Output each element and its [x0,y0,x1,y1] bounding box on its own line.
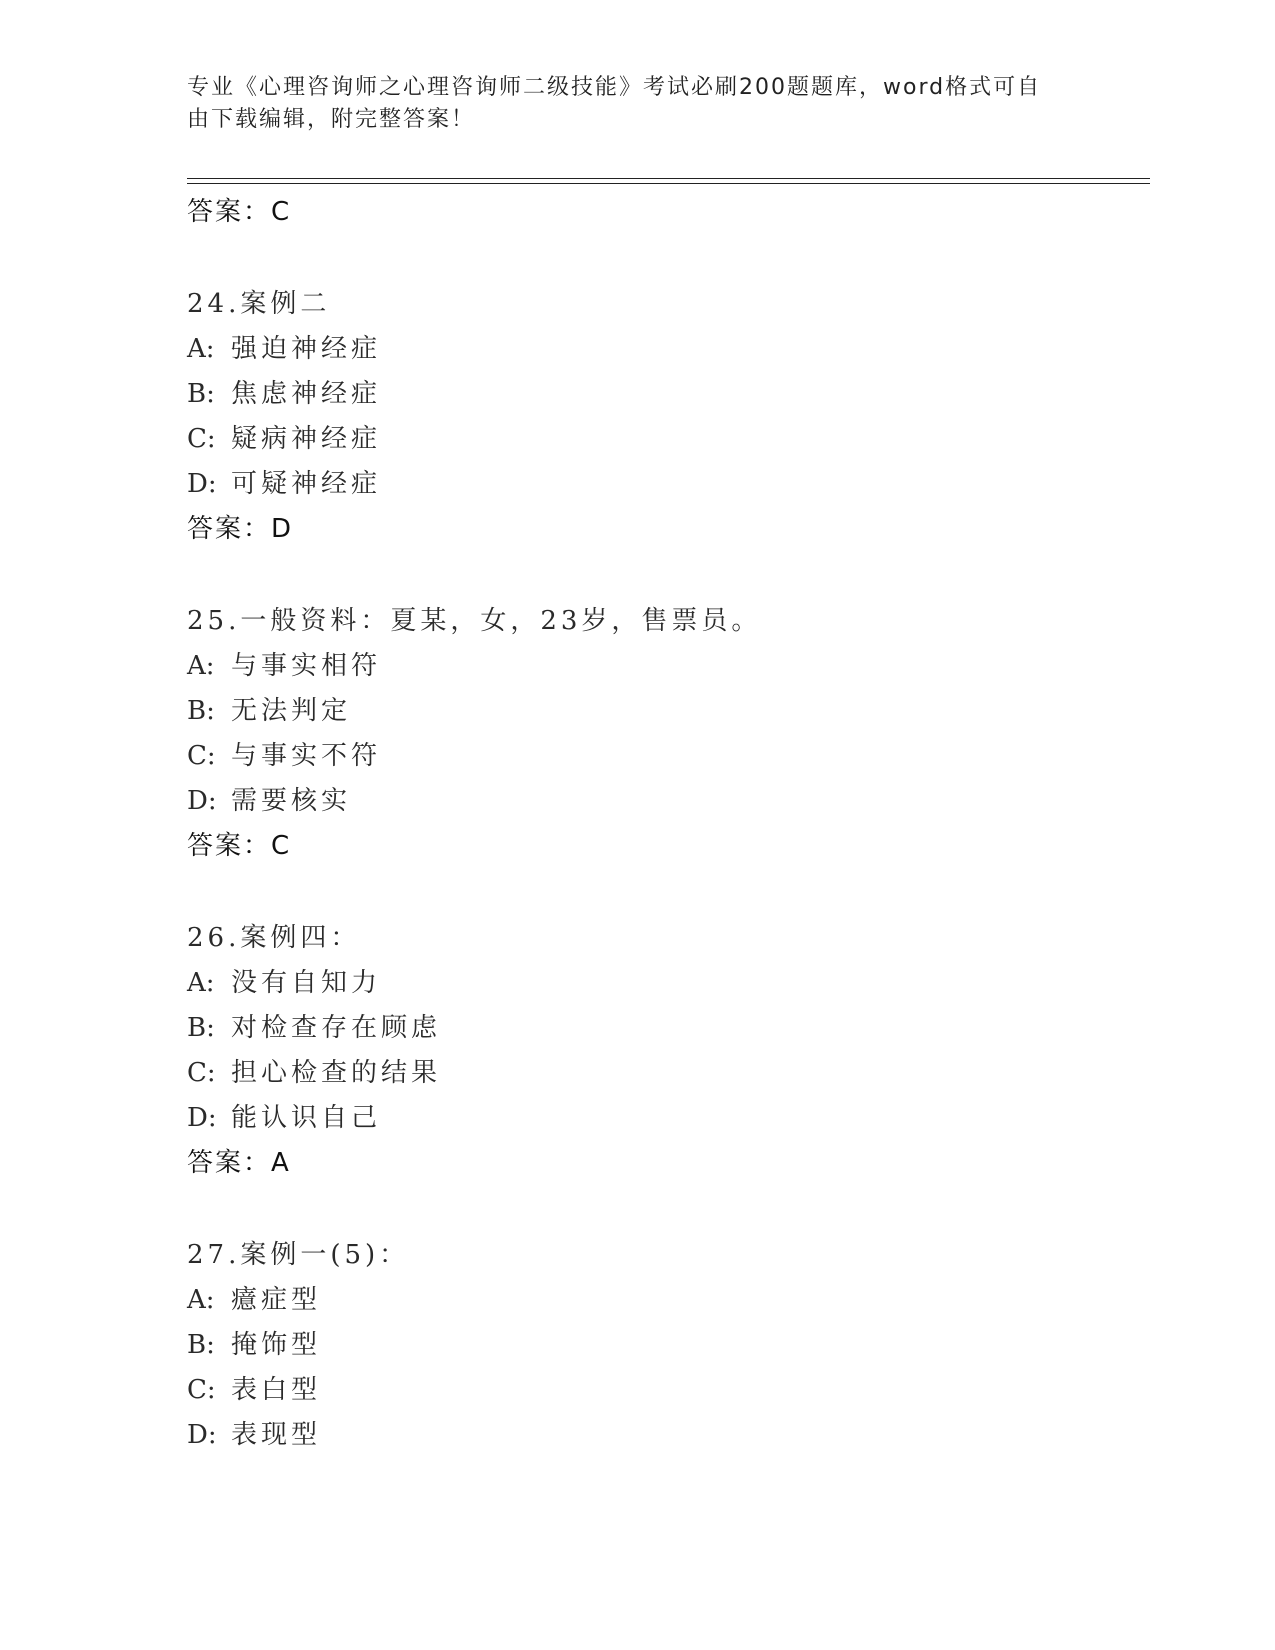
option-d [187,462,1150,507]
question-block [187,916,1150,1186]
option-text: 表现型 [231,1420,322,1450]
option-key: D: [187,786,217,816]
spacer [187,1186,1150,1233]
option-text: 掩饰型 [231,1330,322,1360]
spacer [187,869,1150,916]
option-b [187,1006,1150,1051]
option-text: 与事实相符 [231,651,382,681]
option-text: 没有自知力 [231,968,382,998]
answer-line: 答案：A [187,1148,291,1178]
option-c [187,1368,1150,1413]
header-line-2: 由下载编辑，附完整答案！ [187,107,476,132]
option-text: 癔症型 [231,1285,322,1315]
question-block [187,599,1150,869]
option-key: A: [187,968,215,998]
question-title: 26.案例四： [187,923,361,953]
option-key: A: [187,1285,215,1315]
option-key: A: [187,651,215,681]
option-a [187,327,1150,372]
option-text: 强迫神经症 [231,334,382,364]
question-list [187,190,1150,1458]
answer-line: 答案：C [187,831,292,861]
spacer [187,552,1150,599]
question-title: 24.案例二 [187,289,331,319]
option-key: D: [187,469,217,499]
header-divider-bottom [187,183,1150,184]
option-text: 与事实不符 [231,741,382,771]
question-block [187,282,1150,552]
option-text: 能认识自己 [231,1103,382,1133]
option-b [187,372,1150,417]
option-c [187,734,1150,779]
option-text: 需要核实 [231,786,352,816]
option-key: B: [187,1330,215,1360]
option-b [187,689,1150,734]
question-block [187,1233,1150,1458]
header-line-1: 专业《心理咨询师之心理咨询师二级技能》考试必刷200题题库，word格式可自 [187,75,1042,100]
question-title: 25.一般资料：夏某，女，23岁，售票员。 [187,606,762,636]
spacer [187,235,1150,282]
option-text: 可疑神经症 [231,469,382,499]
option-c [187,417,1150,462]
answer-line: 答案：D [187,514,294,544]
option-d [187,1413,1150,1458]
option-key: D: [187,1420,217,1450]
question-title: 27.案例一(5)： [187,1240,410,1270]
option-b [187,1323,1150,1368]
option-key: D: [187,1103,217,1133]
option-text: 表白型 [231,1375,322,1405]
option-d [187,1096,1150,1141]
option-key: B: [187,1013,215,1043]
option-text: 担心检查的结果 [231,1058,442,1088]
option-a [187,644,1150,689]
option-d [187,779,1150,824]
option-key: A: [187,334,215,364]
option-a [187,961,1150,1006]
answer-line: 答案：C [187,197,292,227]
option-key: B: [187,696,215,726]
option-key: C: [187,1375,216,1405]
option-text: 无法判定 [231,696,352,726]
option-a [187,1278,1150,1323]
option-text: 焦虑神经症 [231,379,382,409]
header-divider-top [187,178,1150,179]
option-text: 对检查存在顾虑 [231,1013,442,1043]
option-key: C: [187,424,216,454]
option-text: 疑病神经症 [231,424,382,454]
option-key: B: [187,379,215,409]
document-header [187,72,1067,136]
option-c [187,1051,1150,1096]
option-key: C: [187,741,216,771]
option-key: C: [187,1058,216,1088]
